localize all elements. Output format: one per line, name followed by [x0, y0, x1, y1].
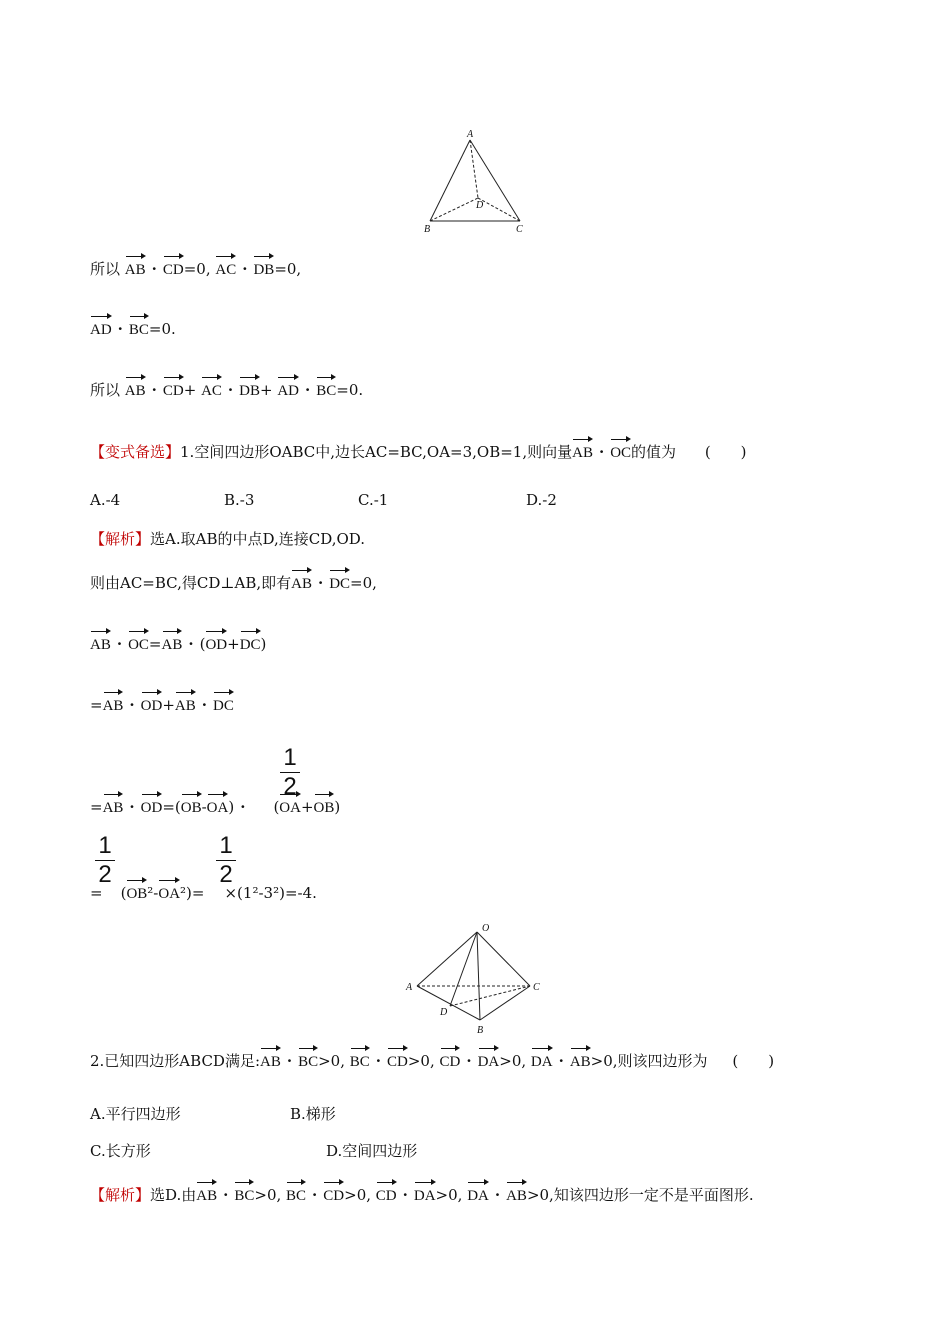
fraction-half-2: 1 2 — [95, 834, 115, 887]
analysis-1-line-2: 则由AC=BC,得CD⊥AB,即有AB · DC=0, — [90, 568, 377, 594]
vector-db: DB — [253, 254, 274, 280]
option-c: C.-1 — [358, 491, 389, 509]
vertex-label-a: A — [467, 129, 474, 140]
vertex-label-c2: C — [533, 982, 540, 993]
option-b: B.-3 — [224, 491, 255, 509]
vertex-label-d: D — [476, 200, 484, 211]
variant-tag: 【变式备选】 — [90, 443, 181, 461]
vertex-label-a2: A — [406, 982, 413, 993]
vertex-label-b2: B — [477, 1025, 484, 1035]
vector-ad: AD — [90, 314, 112, 340]
line-1: 所以 AB · CD=0, AC · DB=0, — [90, 254, 301, 280]
vertex-label-o: O — [482, 923, 490, 934]
tetrahedron-figure-1 — [420, 128, 540, 238]
derivation-3: =AB · OD=(OB-OA) · (OA+OB) — [90, 792, 340, 818]
vertex-label-d2: D — [440, 1007, 448, 1018]
analysis-2: 【解析】选D.由AB · BC>0, BC · CD>0, CD · DA>0, DA · AB>0,知该四边形一定不是平面图形. — [90, 1180, 754, 1206]
option-d: D.-2 — [526, 491, 557, 509]
question-1: 【变式备选】1.空间四边形OABC中,边长AC=BC,OA=3,OB=1,则向量AB · OC的值为 ( ) — [90, 437, 747, 463]
vector-bc: BC — [129, 314, 149, 340]
q2-option-b: B.梯形 — [290, 1105, 336, 1123]
q2-option-a: A.平行四边形 — [90, 1105, 181, 1123]
question-2: 2.已知四边形ABCD满足:AB · BC>0, BC · CD>0, CD · DA>0, DA · AB>0,则该四边形为 ( ) — [90, 1046, 774, 1072]
vertex-label-b: B — [424, 224, 431, 235]
q2-option-d: D.空间四边形 — [326, 1142, 418, 1160]
option-a: A.-4 — [90, 491, 121, 509]
vector-ac: AC — [215, 254, 236, 280]
vector-ab: AB — [125, 254, 146, 280]
derivation-1: AB · OC=AB · (OD+DC) — [90, 629, 266, 655]
vertex-label-c: C — [516, 224, 523, 235]
fraction-half-1: 1 2 — [280, 746, 300, 799]
tetrahedron-figure-2 — [402, 920, 542, 1035]
line-3: 所以 AB · CD+ AC · DB+ AD · BC=0. — [90, 375, 363, 401]
fraction-half-3: 1 2 — [216, 834, 236, 887]
derivation-4: = (OB²-OA²)= ×(1²-3²)=-4. — [90, 878, 317, 904]
derivation-2: =AB · OD+AB · DC — [90, 690, 234, 716]
analysis-1: 【解析】选A.取AB的中点D,连接CD,OD. — [90, 530, 366, 548]
line-2: AD · BC=0. — [90, 314, 176, 340]
vector-cd: CD — [163, 254, 184, 280]
q2-option-c: C.长方形 — [90, 1142, 151, 1160]
